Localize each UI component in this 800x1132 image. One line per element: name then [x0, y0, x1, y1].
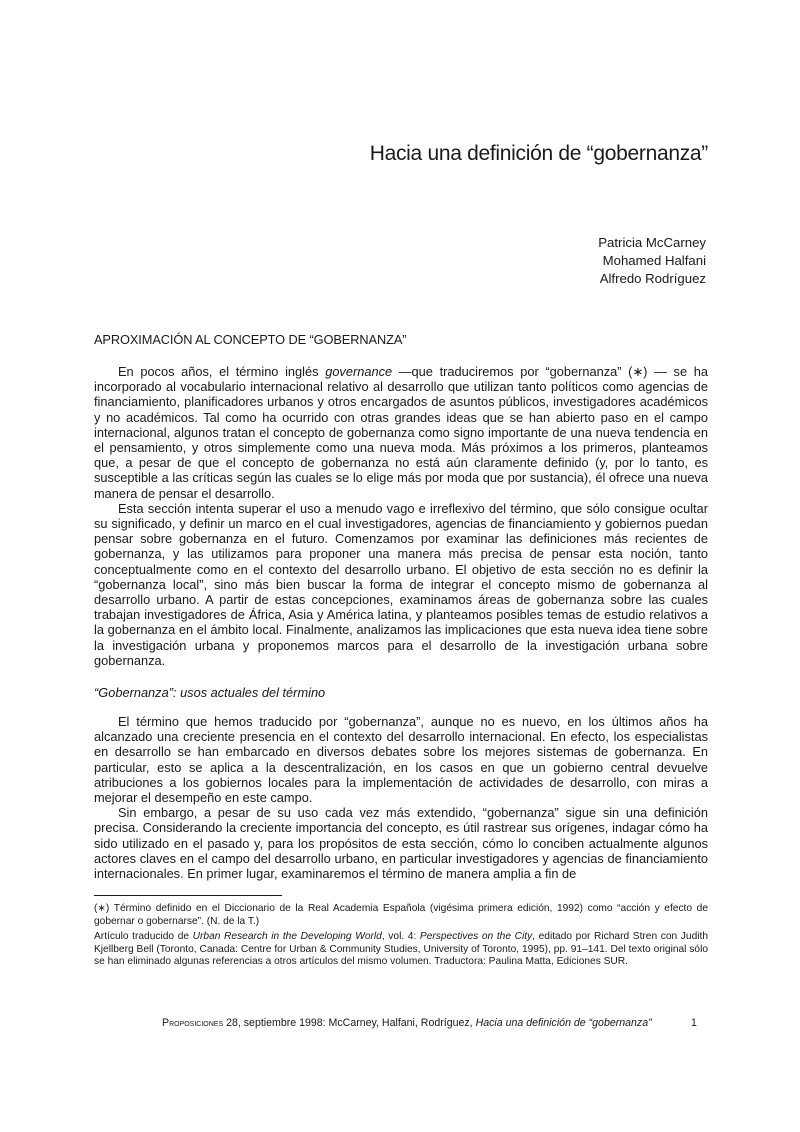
body-paragraph: Esta sección intenta superar el uso a menudo vago e irreflexivo del término, que sólo consigue ocultar su significado, y definir un marco en el cual investigadores, agencias de financiamiento y gobiernos puedan pensar sobre gobernanza en el futuro. Comenzamos por examinar las definiciones más recientes de gobernanza, y las utilizamos para proponer una manera más precisa de pensar esta noción, tanto conceptualmente como en el contexto del desarrollo urbano. El objetivo de esta sección no es definir la “gobernanza local”, sino más bien buscar la forma de integrar el concepto mismo de gobernanza al desarrollo urbano. A partir de estas concepciones, examinamos áreas de gobernanza sobre las cuales trabajan investigadores de África, Asia y América latina, y planteamos posibles temas de estudio relativos a la gobernanza en el ámbito local. Finalmente, analizamos las implicaciones que esta nueva idea tiene sobre la investigación urbana y proponemos marcos para el desarrollo de la investigación urbana sobre gobernanza.	[94, 500, 708, 668]
author-name: Mohamed Halfani	[602, 253, 706, 268]
author-name: Patricia McCarney	[598, 235, 706, 250]
author-name: Alfredo Rodríguez	[599, 271, 706, 286]
section-heading: APROXIMACIÓN AL CONCEPTO DE “GOBERNANZA”	[94, 332, 407, 347]
section-body	[94, 364, 708, 668]
journal-name: Proposiciones	[162, 1017, 224, 1029]
page-footer: Proposiciones 28, septiembre 1998: McCarney, Halfani, Rodríguez, Hacia una definición de “gobernanza”	[162, 1017, 652, 1029]
footnote: (∗) Término definido en el Diccionario de la Real Academia Española (vigésima primera edición, 1992) como “acción y efecto de gobernar o gobernarse”. (N. de la T.)	[94, 903, 708, 927]
subsection-heading: “Gobernanza”: usos actuales del término	[94, 685, 326, 700]
italic-term: governance	[325, 364, 393, 379]
footnotes	[94, 903, 708, 972]
body-paragraph: Sin embargo, a pesar de su uso cada vez más extendido, “gobernanza” sigue sin una definición precisa. Considerando la creciente importancia del concepto, es útil rastrear sus orígenes, indagar cómo ha sido utilizado en el pasado y, para los propósitos de esta sección, cómo lo conciben actualmente algunos actores claves en el campo del desarrollo urbano, en particular investigadores y agencias de financiamiento internacionales. En primer lugar, examinaremos el término de manera amplia a fin de	[94, 805, 708, 882]
footnote: Artículo traducido de Urban Research in the Developing World, vol. 4: Perspectives on the City, editado por Richard Stren con Judith Kjellberg Bell (Toronto, Canada: Centre for Urban & Community Studies, University of Toronto, 1995), pp. 91–141. Del texto original sólo se han eliminado algunas referencias a otros artículos del mismo volumen. Traductora: Paulina Matta, Ediciones SUR.	[94, 931, 708, 968]
page-number: 1	[691, 1017, 697, 1029]
subsection-body	[94, 714, 708, 881]
body-paragraph: En pocos años, el término inglés governance —que traduciremos por “gobernanza” (∗) — se ha incorporado al vocabulario internacional relativo al desarrollo que utilizan tanto políticos como agencias de financiamiento, planificadores urbanos y otros encargados de asuntos públicos, investigadores académicos y no académicos. Tal como ha ocurrido con otras grandes ideas que se han abierto paso en el campo internacional, algunos tratan el concepto de gobernanza como signo importante de una nueva tendencia en el pensamiento, y otros simplemente como una nueva moda. Más próximos a los primeros, planteamos que, a pesar de que el concepto de gobernanza no está aún claramente definido (y, por lo tanto, es susceptible a las críticas según las cuales se lo elige más por moda que por sustancia), él ofrece una nueva manera de pensar el desarrollo.	[94, 364, 708, 501]
footnote-divider	[94, 895, 282, 896]
body-paragraph: El término que hemos traducido por “gobernanza”, aunque no es nuevo, en los últimos años ha alcanzado una creciente presencia en el contexto del desarrollo internacional. En efecto, los especialistas en desarrollo se han embarcado en diversos debates sobre los mejores sistemas de gobernanza. En particular, esto se aplica a la descentralización, en los casos en que un gobierno central devuelve atribuciones a los gobiernos locales para la implementación de actividades de desarrollo, con miras a mejorar el desempeño en este campo.	[94, 714, 708, 806]
document-title: Hacia una definición de “gobernanza”	[369, 142, 708, 165]
author-list	[598, 234, 706, 288]
running-title: Hacia una definición de “gobernanza”	[475, 1017, 652, 1029]
